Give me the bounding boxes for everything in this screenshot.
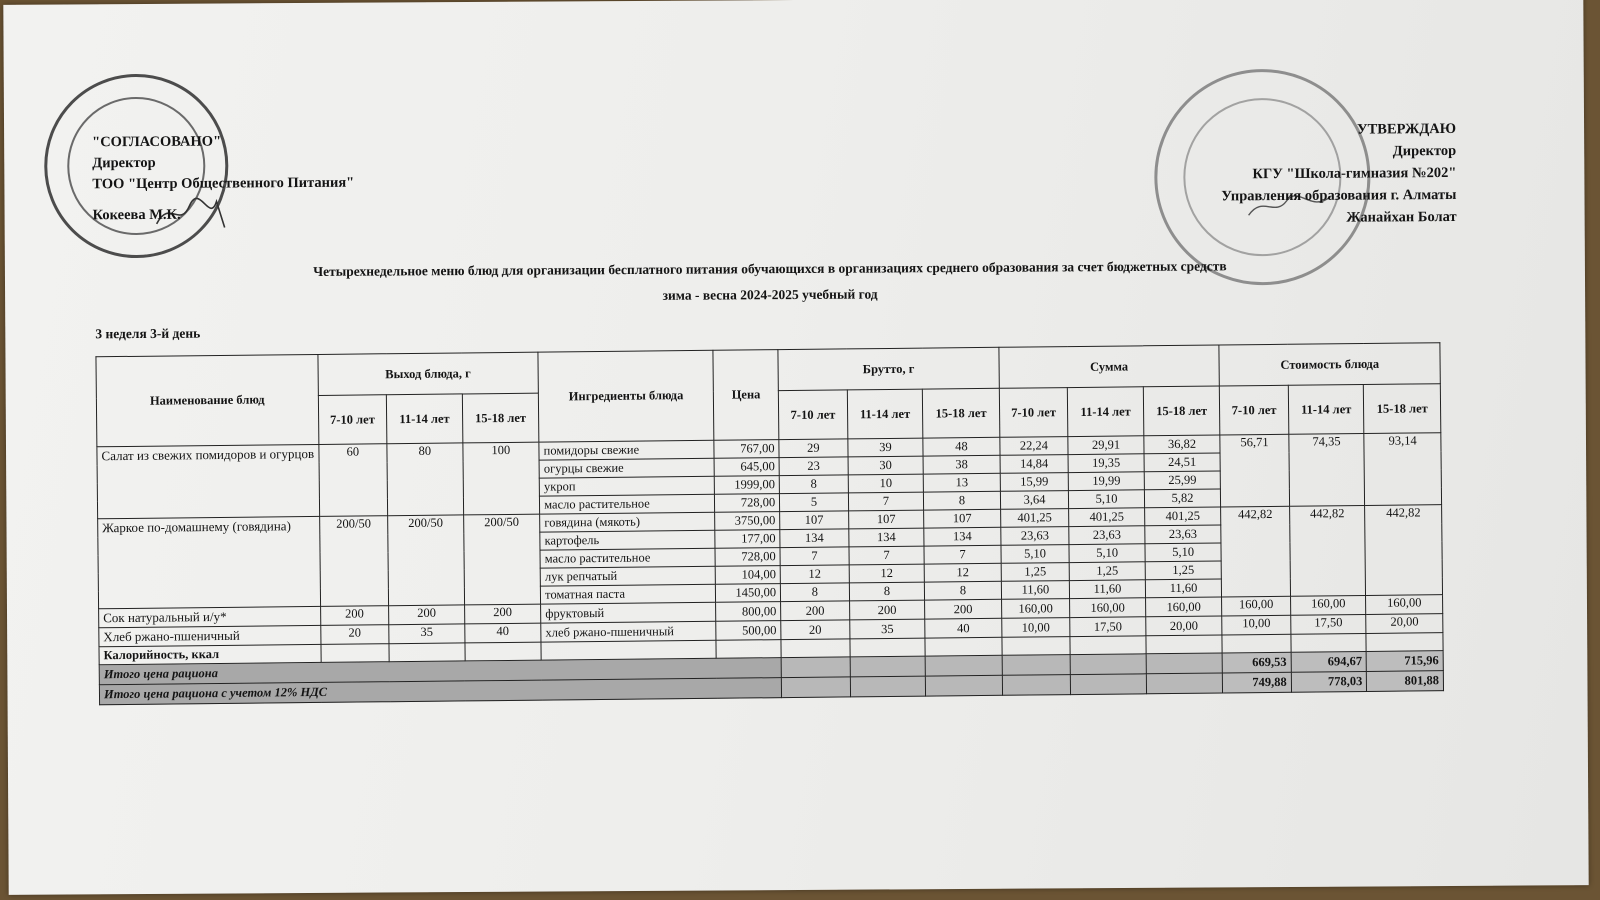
total-blank-cell — [781, 657, 850, 678]
header-cost: Стоимость блюда — [1219, 343, 1440, 386]
total-blank-cell — [1070, 654, 1146, 675]
agreed-heading: "СОГЛАСОВАНО" — [92, 133, 222, 151]
menu-table — [95, 342, 1444, 705]
ingredient-sum: 17,50 — [1070, 617, 1146, 637]
ingredient-name: масло растительное — [540, 548, 715, 568]
header-sum: Сумма — [999, 345, 1220, 388]
ingredient-sum: 24,51 — [1144, 453, 1221, 472]
total-value: 669,53 — [1222, 652, 1291, 673]
ingredient-sum: 401,25 — [1000, 509, 1069, 528]
ingredient-name: помидоры свежие — [539, 440, 714, 460]
dish-cost: 56,71 — [1220, 434, 1289, 507]
approve-block — [1221, 118, 1457, 229]
ingredient-gross: 13 — [923, 473, 1000, 492]
agreed-block — [92, 131, 354, 227]
dish-cost: 160,00 — [1290, 595, 1366, 615]
header-cost-age-1: 11-14 лет — [1288, 384, 1364, 434]
calories-cell — [541, 640, 716, 660]
ingredient-gross: 40 — [925, 618, 1002, 638]
ingredient-gross: 29 — [779, 439, 848, 458]
ingredient-sum: 22,24 — [1000, 437, 1069, 456]
header-ingredients: Ингредиенты блюда — [538, 350, 714, 442]
calories-cell — [1070, 636, 1146, 655]
ingredient-sum: 15,99 — [1000, 473, 1069, 492]
ingredient-sum: 11,60 — [1070, 580, 1146, 599]
total-blank-cell — [1146, 653, 1223, 674]
dish-cost: 17,50 — [1291, 614, 1367, 634]
approve-role: Директор — [1392, 142, 1457, 160]
ingredient-gross: 8 — [781, 583, 850, 602]
calories-cell — [1146, 635, 1223, 654]
ingredient-gross: 20 — [781, 620, 850, 640]
ingredient-sum: 20,00 — [1146, 616, 1223, 636]
document-sheet — [3, 0, 1588, 895]
dish-cost: 442,82 — [1365, 505, 1443, 596]
ingredient-gross: 48 — [923, 437, 1000, 456]
ingredient-sum: 19,35 — [1068, 454, 1144, 473]
ingredient-sum: 14,84 — [1000, 455, 1069, 474]
ingredient-name: томатная паста — [541, 584, 716, 604]
total-value: 694,67 — [1291, 651, 1367, 672]
ingredient-sum: 23,63 — [1001, 527, 1070, 546]
header-sum-age-0: 7-10 лет — [999, 388, 1068, 438]
dish-cost: 93,14 — [1364, 433, 1441, 506]
dish-name: Сок натуральный и/у* — [99, 606, 321, 627]
ingredient-price: 1450,00 — [716, 584, 781, 603]
calories-cell — [716, 640, 781, 659]
ingredient-sum: 1,25 — [1145, 561, 1222, 580]
header-gross: Брутто, г — [778, 347, 999, 390]
title-line-2: зима - весна 2024-2025 учебный год — [662, 286, 878, 303]
total-blank-cell — [1002, 675, 1071, 696]
ingredient-sum: 160,00 — [1070, 598, 1146, 618]
ingredient-price: 645,00 — [714, 458, 779, 477]
agreed-name: Кокеева М.К. — [92, 206, 181, 224]
ingredient-sum: 5,10 — [1069, 490, 1145, 509]
dish-name: Жаркое по-домашнему (говядина) — [98, 516, 321, 608]
header-dish: Наименование блюд — [96, 354, 319, 446]
ingredient-gross: 134 — [924, 527, 1001, 546]
ingredient-sum: 5,10 — [1069, 544, 1145, 563]
ingredient-sum: 23,63 — [1069, 526, 1145, 545]
dish-cost: 160,00 — [1366, 595, 1443, 615]
title-line-1: Четырехнедельное меню блюд для организации бесплатного питания обучающихся в организациях среднего образования за счет бюджетных средств — [313, 258, 1227, 279]
header-yield-age-2: 15-18 лет — [462, 393, 539, 443]
total-blank-cell — [850, 656, 926, 677]
ingredient-name: масло растительное — [540, 494, 715, 514]
week-day-label: 3 неделя 3-й день — [95, 325, 201, 342]
ingredient-gross: 12 — [849, 564, 925, 583]
calories-cell — [850, 638, 926, 657]
ingredient-gross: 7 — [924, 545, 1001, 564]
total-blank-cell — [926, 675, 1003, 696]
dish-cost: 160,00 — [1222, 596, 1291, 616]
ingredient-sum: 3,64 — [1000, 491, 1069, 510]
dish-yield: 35 — [389, 624, 465, 644]
ingredient-sum: 11,60 — [1001, 581, 1070, 600]
total-value: 801,88 — [1367, 671, 1444, 692]
ingredient-gross: 23 — [779, 457, 848, 476]
document-title — [245, 253, 1295, 311]
ingredient-gross: 38 — [923, 455, 1000, 474]
calories-cell — [1222, 634, 1291, 653]
dish-yield: 200/50 — [463, 514, 540, 605]
header-yield: Выход блюда, г — [318, 352, 539, 395]
dish-yield: 100 — [463, 442, 540, 515]
ingredient-name: укроп — [539, 476, 714, 496]
calories-cell — [781, 639, 850, 658]
total-label: Итого цена рациона с учетом 12% НДС — [99, 678, 781, 705]
ingredient-gross: 107 — [780, 511, 849, 530]
approve-org: КГУ "Школа-гимназия №202" — [1252, 164, 1457, 183]
ingredient-price: 728,00 — [715, 494, 780, 513]
ingredient-name: огурцы свежие — [539, 458, 714, 478]
calories-label: Калорийность, ккал — [99, 644, 321, 664]
dish-yield: 60 — [318, 444, 387, 517]
total-label: Итого цена рациона — [99, 658, 781, 685]
ingredient-price: 767,00 — [714, 440, 779, 459]
total-blank-cell — [782, 677, 851, 698]
ingredient-sum: 401,25 — [1069, 508, 1145, 527]
calories-cell — [1002, 637, 1071, 656]
ingredient-price: 104,00 — [715, 566, 780, 585]
ingredient-gross: 200 — [849, 600, 925, 620]
ingredient-price: 3750,00 — [715, 512, 780, 531]
total-value: 749,88 — [1223, 672, 1292, 693]
ingredient-gross: 8 — [924, 491, 1001, 510]
ingredient-gross: 8 — [849, 582, 925, 601]
ingredient-sum: 5,10 — [1145, 543, 1222, 562]
ingredient-price: 1999,00 — [714, 476, 779, 495]
total-blank-cell — [925, 655, 1002, 676]
agreed-org: ТОО "Центр Общественного Питания" — [92, 174, 355, 193]
ingredient-price: 177,00 — [715, 530, 780, 549]
ingredient-gross: 35 — [849, 619, 925, 639]
ingredient-sum: 401,25 — [1144, 507, 1221, 526]
ingredient-gross: 134 — [848, 528, 924, 547]
dish-cost: 442,82 — [1221, 506, 1290, 597]
dish-name: Хлеб ржано-пшеничный — [99, 625, 321, 646]
ingredient-sum: 23,63 — [1145, 525, 1222, 544]
approve-dept: Управления образования г. Алматы — [1221, 186, 1457, 205]
approve-name: Жанайхан Болат — [1346, 208, 1457, 226]
ingredient-sum: 5,82 — [1144, 489, 1221, 508]
dish-yield: 80 — [387, 443, 463, 516]
calories-cell — [925, 637, 1002, 656]
ingredient-gross: 10 — [848, 474, 924, 493]
ingredient-price: 728,00 — [715, 548, 780, 567]
ingredient-sum: 5,10 — [1001, 545, 1070, 564]
dish-yield: 200/50 — [319, 516, 388, 607]
ingredient-name: картофель — [540, 530, 715, 550]
ingredient-gross: 107 — [924, 509, 1001, 528]
ingredient-sum: 160,00 — [1145, 597, 1222, 617]
dish-yield: 200 — [320, 606, 389, 626]
ingredient-sum: 19,99 — [1068, 472, 1144, 491]
calories-cell — [1366, 633, 1443, 652]
header-cost-age-2: 15-18 лет — [1364, 384, 1441, 434]
dish-yield: 40 — [464, 623, 541, 643]
ingredient-sum: 25,99 — [1144, 471, 1221, 490]
dish-cost: 10,00 — [1222, 615, 1291, 635]
header-price: Цена — [713, 350, 779, 441]
header-yield-age-1: 11-14 лет — [386, 394, 462, 444]
ingredient-gross: 7 — [849, 546, 925, 565]
header-sum-age-2: 15-18 лет — [1143, 386, 1220, 436]
ingredient-sum: 36,82 — [1144, 435, 1221, 454]
calories-cell — [389, 643, 465, 662]
ingredient-sum: 29,91 — [1068, 436, 1144, 455]
ingredient-name: говядина (мякоть) — [540, 512, 715, 532]
ingredient-sum: 1,25 — [1069, 562, 1145, 581]
header-gross-age-0: 7-10 лет — [778, 390, 847, 440]
calories-cell — [1291, 633, 1367, 652]
ingredient-price: 500,00 — [716, 621, 781, 641]
ingredient-gross: 8 — [779, 475, 848, 494]
ingredient-sum: 11,60 — [1145, 579, 1222, 598]
total-value: 715,96 — [1367, 651, 1444, 672]
total-value: 778,03 — [1291, 671, 1367, 692]
dish-cost: 74,35 — [1289, 433, 1365, 506]
dish-name: Салат из свежих помидоров и огурцов — [97, 444, 319, 518]
ingredient-name: фруктовый — [541, 602, 716, 623]
total-blank-cell — [1146, 673, 1223, 694]
total-blank-cell — [850, 676, 926, 697]
header-cost-age-0: 7-10 лет — [1220, 385, 1289, 435]
header-gross-age-1: 11-14 лет — [847, 389, 923, 439]
ingredient-gross: 200 — [781, 601, 850, 621]
ingredient-gross: 107 — [848, 510, 924, 529]
header-yield-age-0: 7-10 лет — [318, 395, 387, 445]
ingredient-sum: 10,00 — [1001, 618, 1070, 638]
ingredient-gross: 7 — [848, 492, 924, 511]
header-gross-age-2: 15-18 лет — [923, 388, 1000, 438]
agreed-role: Директор — [92, 154, 156, 172]
dish-yield: 20 — [320, 625, 389, 645]
ingredient-gross: 5 — [780, 493, 849, 512]
dish-yield: 200 — [464, 604, 541, 624]
total-blank-cell — [1071, 674, 1147, 695]
ingredient-price: 800,00 — [716, 602, 781, 622]
dish-cost: 20,00 — [1366, 614, 1443, 634]
calories-cell — [321, 644, 390, 663]
dish-yield: 200 — [389, 605, 465, 625]
ingredient-sum: 160,00 — [1001, 599, 1070, 619]
header-sum-age-1: 11-14 лет — [1068, 387, 1144, 437]
ingredient-sum: 1,25 — [1001, 563, 1070, 582]
ingredient-gross: 39 — [848, 438, 924, 457]
ingredient-gross: 134 — [780, 529, 849, 548]
total-blank-cell — [1002, 655, 1071, 676]
dish-cost: 442,82 — [1289, 505, 1366, 596]
ingredient-name: хлеб ржано-пшеничный — [541, 621, 716, 642]
ingredient-gross: 30 — [848, 456, 924, 475]
dish-yield: 200/50 — [388, 515, 465, 606]
calories-cell — [465, 642, 542, 661]
ingredient-gross: 12 — [780, 565, 849, 584]
ingredient-gross: 7 — [780, 547, 849, 566]
ingredient-gross: 12 — [924, 563, 1001, 582]
ingredient-gross: 200 — [925, 599, 1002, 619]
ingredient-name: лук репчатый — [540, 566, 715, 586]
approve-heading: УТВЕРЖДАЮ — [1356, 120, 1457, 138]
ingredient-gross: 8 — [925, 581, 1002, 600]
